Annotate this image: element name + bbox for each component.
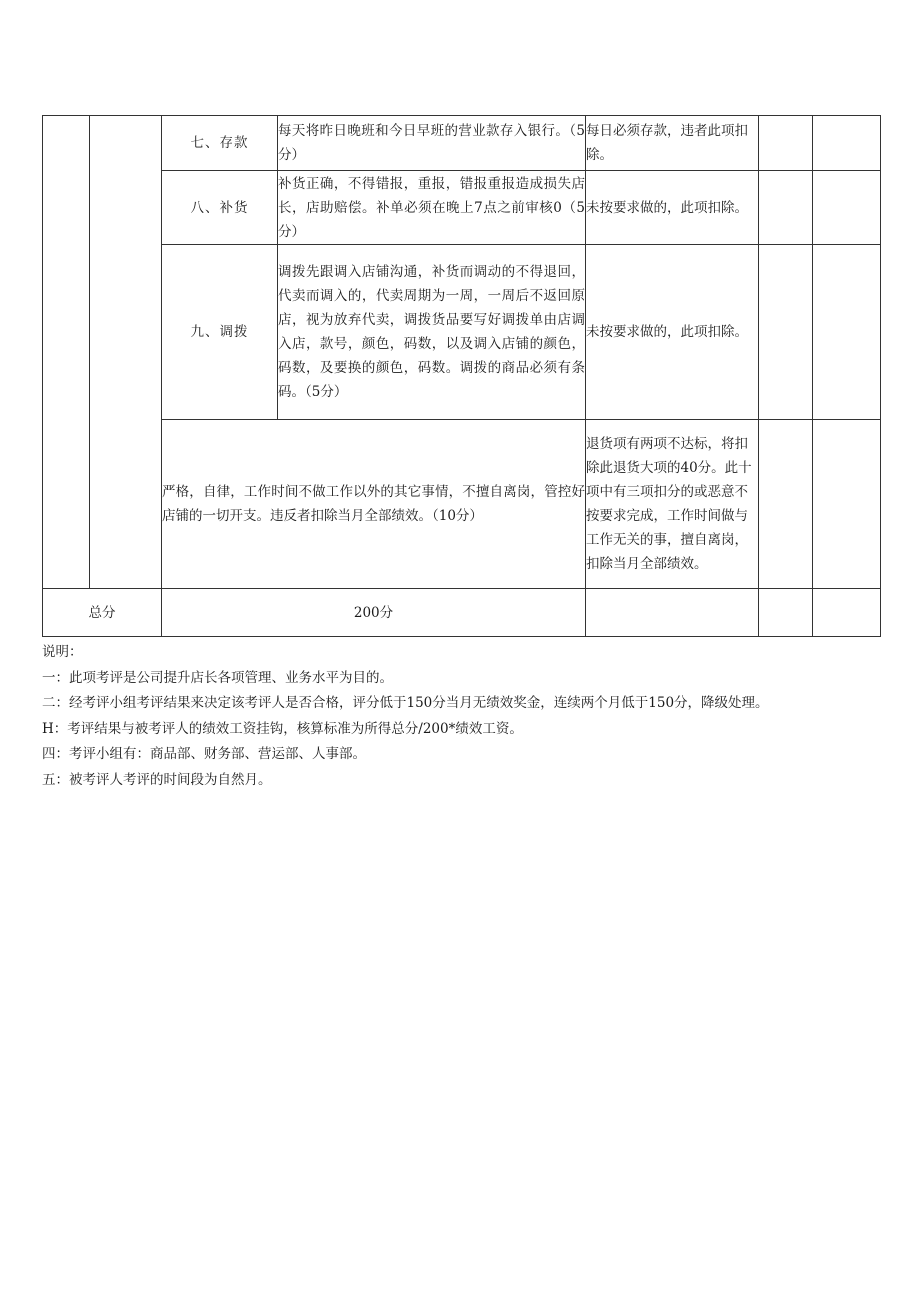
table-row — [43, 420, 881, 589]
total-penalty-cell — [586, 589, 759, 637]
total-score-cell — [759, 589, 813, 637]
total-label: 总分 — [43, 589, 162, 637]
penalty-rule: 每日必须存款，违者此项扣除。 — [586, 116, 759, 171]
note-line: 一：此项考评是公司提升店长各项管理、业务水平为目的。 — [42, 669, 393, 686]
note-line: 四：考评小组有：商品部、财务部、营运部、人事部。 — [42, 746, 366, 762]
score-cell — [759, 171, 813, 245]
remark-cell — [813, 116, 881, 171]
remark-cell — [813, 245, 881, 420]
item-description: 调拨先跟调入店铺沟通，补货而调动的不得退回，代卖而调入的，代卖周期为一周，一周后不返回原店，视为放弃代卖，调拨货品要写好调拨单由店调入店，款号，颜色，码数，以及调入店铺的颜色，码数，及要换的颜色，码数。调拨的商品必须有条码。（5分） — [278, 245, 586, 420]
table-row — [43, 245, 881, 420]
notes-heading: 说明： — [42, 644, 83, 660]
remark-cell — [813, 171, 881, 245]
score-cell — [759, 420, 813, 589]
table-row — [43, 171, 881, 245]
note-line: 二：经考评小组考评结果来决定该考评人是否合格，评分低于150分当月无绩效奖金，连续两个月低于150分，降级处理。 — [42, 695, 769, 711]
item-description: 补货正确，不得错报，重报，错报重报造成损失店长，店助赔偿。补单必须在晚上7点之前审核0（5分） — [278, 171, 586, 245]
score-cell — [759, 116, 813, 171]
subcategory-cell — [90, 116, 162, 589]
assessment-table — [42, 115, 881, 637]
total-row — [43, 589, 881, 637]
table-row — [43, 116, 881, 171]
remark-cell — [813, 420, 881, 589]
penalty-rule: 未按要求做的，此项扣除。 — [586, 245, 759, 420]
note-line: 五：被考评人考评的时间段为自然月。 — [42, 771, 272, 788]
total-value: 200分 — [162, 589, 586, 637]
discipline-description: 严格，自律，工作时间不做工作以外的其它事情，不擅自离岗，管控好店铺的一切开支。违反者扣除当月全部绩效。（10分） — [162, 420, 586, 589]
penalty-rule: 未按要求做的，此项扣除。 — [586, 171, 759, 245]
category-cell — [43, 116, 90, 589]
notes-section — [42, 640, 902, 793]
note-line: H：考评结果与被考评人的绩效工资挂钩，核算标准为所得总分/200*绩效工资。 — [42, 720, 523, 737]
penalty-rule: 退货项有两项不达标，将扣除此退货大项的40分。此十项中有三项扣分的或恶意不按要求完成，工作时间做与工作无关的事，擅自离岗，扣除当月全部绩效。 — [586, 420, 759, 589]
item-description: 每天将昨日晚班和今日早班的营业款存入银行。（5分） — [278, 116, 586, 171]
item-name: 八、补货 — [162, 171, 278, 245]
item-name: 九、调拨 — [162, 245, 278, 420]
item-name: 七、存款 — [162, 116, 278, 171]
total-remark-cell — [813, 589, 881, 637]
score-cell — [759, 245, 813, 420]
